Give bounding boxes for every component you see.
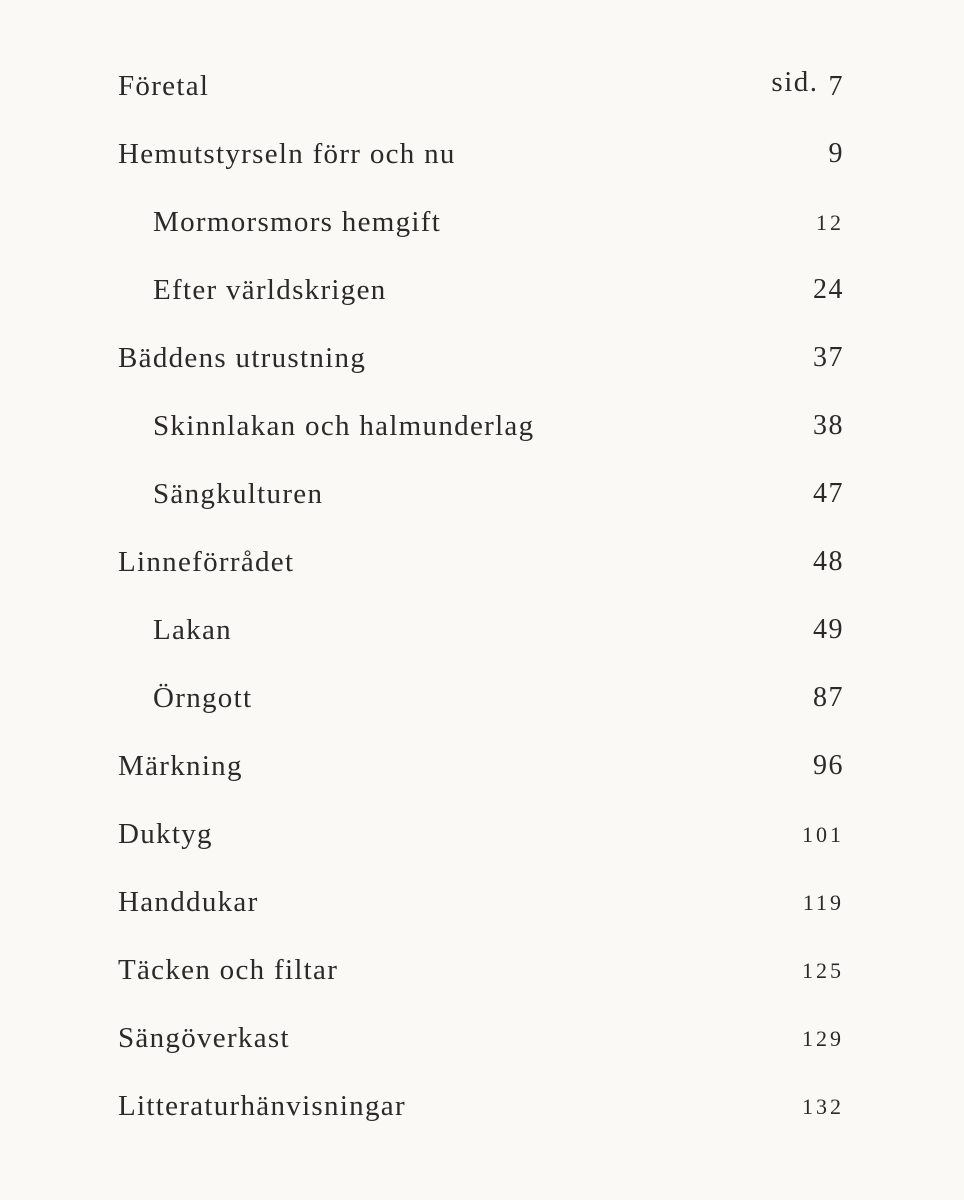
toc-entry-page-number: 24 [813, 274, 844, 305]
toc-subentry [118, 664, 844, 732]
toc-entry-page-number: 37 [813, 342, 844, 373]
toc-entry-title: Bäddens utrustning [118, 341, 367, 374]
toc-entry-page-number [816, 206, 844, 238]
toc-entry [118, 324, 844, 392]
toc-entry-page-number [802, 954, 844, 986]
toc-subentry [118, 188, 844, 256]
toc-entry-page-number: 48 [813, 546, 844, 577]
toc-entry-title: Lakan [153, 613, 232, 646]
toc-entry [118, 1004, 844, 1072]
toc-entry-title: Litteraturhänvisningar [118, 1089, 406, 1122]
toc-entry-page-number [802, 1090, 844, 1122]
toc-entry-title: Täcken och filtar [118, 953, 339, 986]
toc-entry-title: Handdukar [118, 885, 259, 918]
table-of-contents [118, 52, 844, 1140]
toc-entry-title: Efter världskrigen [153, 273, 387, 306]
toc-entry-page-number [802, 818, 844, 850]
toc-subentry [118, 460, 844, 528]
page-prefix: sid. [771, 65, 819, 98]
toc-entry [118, 732, 844, 800]
toc-entry-title: Mormorsmors hemgift [153, 205, 442, 238]
toc-entry-title: Linneförrådet [118, 545, 295, 578]
toc-entry-page-number: 9 [828, 138, 844, 169]
toc-entry-page-number: 87 [813, 682, 844, 713]
toc-entry [118, 120, 844, 188]
toc-entry-page-number: 7 [828, 70, 844, 102]
toc-entry-page-number: 96 [813, 750, 844, 781]
toc-entry-page-number [803, 886, 844, 918]
toc-entry-title: Sängkulturen [153, 477, 324, 510]
toc-entry-page-number: 47 [813, 478, 844, 509]
page-number-text: 132 [802, 1094, 844, 1119]
toc-entry-page-number: 49 [813, 614, 844, 645]
toc-entry-page-number: 38 [813, 410, 844, 441]
page-number-text: 125 [802, 958, 844, 983]
toc-subentry [118, 596, 844, 664]
toc-entry-title: Märkning [118, 749, 243, 782]
page-number-text: 129 [802, 1026, 844, 1051]
page-number-text: 119 [802, 890, 844, 915]
toc-entry-page-number [802, 1022, 844, 1054]
toc-entry-title: Örngott [153, 681, 253, 714]
toc-entry-title: Duktyg [118, 817, 213, 850]
page-number-text: 101 [802, 822, 844, 847]
toc-entry-page [771, 65, 844, 103]
toc-entry-title: Hemutstyrseln förr och nu [118, 137, 456, 170]
toc-entry [118, 528, 844, 596]
toc-entry-title: Skinnlakan och halmunderlag [153, 409, 535, 442]
toc-entry-title: Sängöverkast [118, 1021, 290, 1054]
toc-subentry [118, 256, 844, 324]
toc-entry [118, 52, 844, 120]
toc-entry [118, 800, 844, 868]
toc-entry-title: Företal [118, 69, 210, 102]
toc-entry [118, 868, 844, 936]
toc-entry [118, 936, 844, 1004]
toc-entry [118, 1072, 844, 1140]
page-number-text: 12 [816, 210, 844, 235]
toc-subentry [118, 392, 844, 460]
